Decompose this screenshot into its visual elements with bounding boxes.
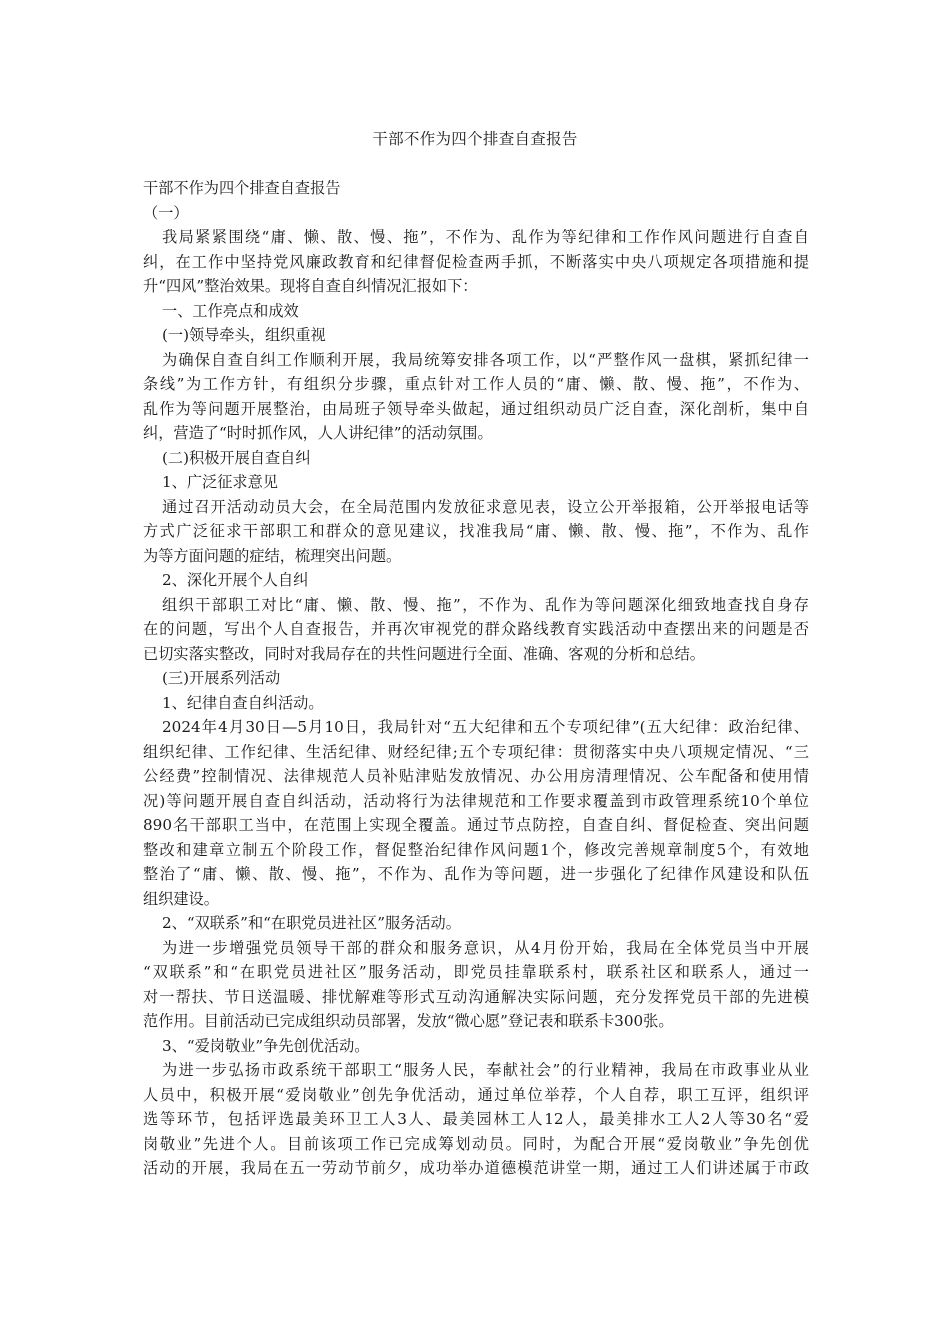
text-line: 在的问题，写出个人自查报告，并再次审视党的群众路线教育实践活动中查摆出来的问题是否 (143, 620, 809, 638)
text-line: 条线”为工作方针，有组织分步骤，重点针对工作人员的“庸、懒、散、慢、拖”，不作为、 (143, 375, 809, 393)
text-line: 为进一步增强党员领导干部的群众和服务意识，从4月份开始，我局在全体党员当中开展 (162, 938, 809, 957)
text-line: 乱作为等问题开展整治，由局班子领导牵头做起，通过组织动员广泛自查，深化剖析，集中自 (143, 399, 809, 418)
text-line: 2、“双联系”和“在职党员进社区”服务活动。 (162, 914, 461, 932)
text-line: 组织建设。 (143, 889, 219, 908)
text-line: 纠，营造了“时时抓作风，人人讲纪律”的活动氛围。 (143, 424, 493, 442)
text-line: 选等环节，包括评选最美环卫工人3人、最美园林工人12人，最美排水工人2人等30名“爱 (143, 1110, 809, 1128)
text-line: 对一帮扶、节日送温暖、排忧解难等形式互动沟通解决实际问题，充分发挥党员干部的先进模 (143, 987, 809, 1006)
text-line: 890名干部职工当中，在范围上实现全覆盖。通过节点防控，自查自纠、督促检查、突出问题 (143, 816, 809, 834)
text-line: 况)等问题开展自查自纠活动，活动将行为法律规范和工作要求覆盖到市政管理系统10个单位 (143, 791, 809, 810)
text-line: 岗敬业”先进个人。目前该项工作已完成筹划动员。同时，为配合开展“爱岗敬业”争先创优 (143, 1134, 809, 1153)
text-line: 为确保自查自纠工作顺利开展，我局统筹安排各项工作，以“严整作风一盘棋，紧抓纪律一 (162, 350, 809, 369)
document-title: 干部不作为四个排查自查报告 (372, 130, 578, 148)
text-line: 2024年4月30日—5月10日，我局针对“五大纪律和五个专项纪律”(五大纪律：政治纪律、 (162, 718, 809, 736)
text-line: 为进一步弘扬市政系统干部职工“服务人民，奉献社会”的行业精神，我局在市政事业从业 (162, 1061, 809, 1079)
text-line: 整改和建章立制五个阶段工作，督促整治纪律作风问题1个，修改完善规章制度5个，有效地 (143, 840, 809, 859)
text-line: 升“四风”整治效果。现将自查自纠情况汇报如下： (143, 277, 478, 295)
text-line: 2、深化开展个人自纠 (162, 571, 309, 589)
text-line: 组织干部职工对比“庸、懒、散、慢、拖”，不作为、乱作为等问题深化细致地查找自身存 (162, 595, 809, 614)
text-line: （一） (143, 203, 189, 222)
text-line: 活动的开展，我局在五一劳动节前夕，成功举办道德模范讲堂一期，通过工人们讲述属于市政 (143, 1159, 809, 1177)
text-line: 人员中，积极开展“爱岗敬业”创先争优活动，通过单位举荐，个人自荐，职工互评，组织评 (143, 1085, 809, 1104)
text-line: (三)开展系列活动 (162, 669, 281, 687)
text-line: 干部不作为四个排查自查报告 (143, 179, 341, 197)
text-line: 方式广泛征求干部职工和群众的意见建议，找准我局“庸、懒、散、慢、拖”，不作为、乱作 (143, 522, 809, 540)
text-line: (一)领导牵头，组织重视 (162, 326, 326, 344)
text-line: 1、纪律自查自纠活动。 (162, 693, 324, 712)
text-line: 范作用。目前活动已完成组织动员部署，发放“微心愿”登记表和联系卡300张。 (143, 1012, 674, 1030)
text-line: 通过召开活动动员大会，在全局范围内发放征求意见表，设立公开举报箱，公开举报电话等 (162, 497, 809, 516)
text-line: 整治了“庸、懒、散、慢、拖”，不作为、乱作为等问题，进一步强化了纪律作风建设和队伍 (143, 865, 809, 883)
text-line: “双联系”和“在职党员进社区”服务活动，即党员挂靠联系村，联系社区和联系人，通过一 (143, 963, 809, 981)
text-line: (二)积极开展自查自纠 (162, 448, 311, 467)
text-line: 已切实落实整改，同时对我局存在的共性问题进行全面、准确、客观的分析和总结。 (143, 644, 705, 663)
document-body (143, 176, 809, 1181)
text-line: 3、“爱岗敬业”争先创优活动。 (162, 1036, 370, 1055)
text-line: 纠，在工作中坚持党风廉政教育和纪律督促检查两手抓，不断落实中央八项规定各项措施和提 (143, 252, 809, 271)
text-line: 公经费”控制情况、法律规范人员补贴津贴发放情况、办公用房清理情况、公车配备和使用情 (143, 767, 809, 785)
text-line: 我局紧紧围绕“庸、懒、散、慢、拖”，不作为、乱作为等纪律和工作作风问题进行自查自 (162, 228, 809, 246)
text-line: 为等方面问题的症结，梳理突出问题。 (143, 546, 402, 565)
text-line: 1、广泛征求意见 (162, 473, 278, 491)
text-line: 一、工作亮点和成效 (162, 301, 299, 320)
text-line: 组织纪律、工作纪律、生活纪律、财经纪律;五个专项纪律：贯彻落实中央八项规定情况、“三 (143, 742, 809, 761)
